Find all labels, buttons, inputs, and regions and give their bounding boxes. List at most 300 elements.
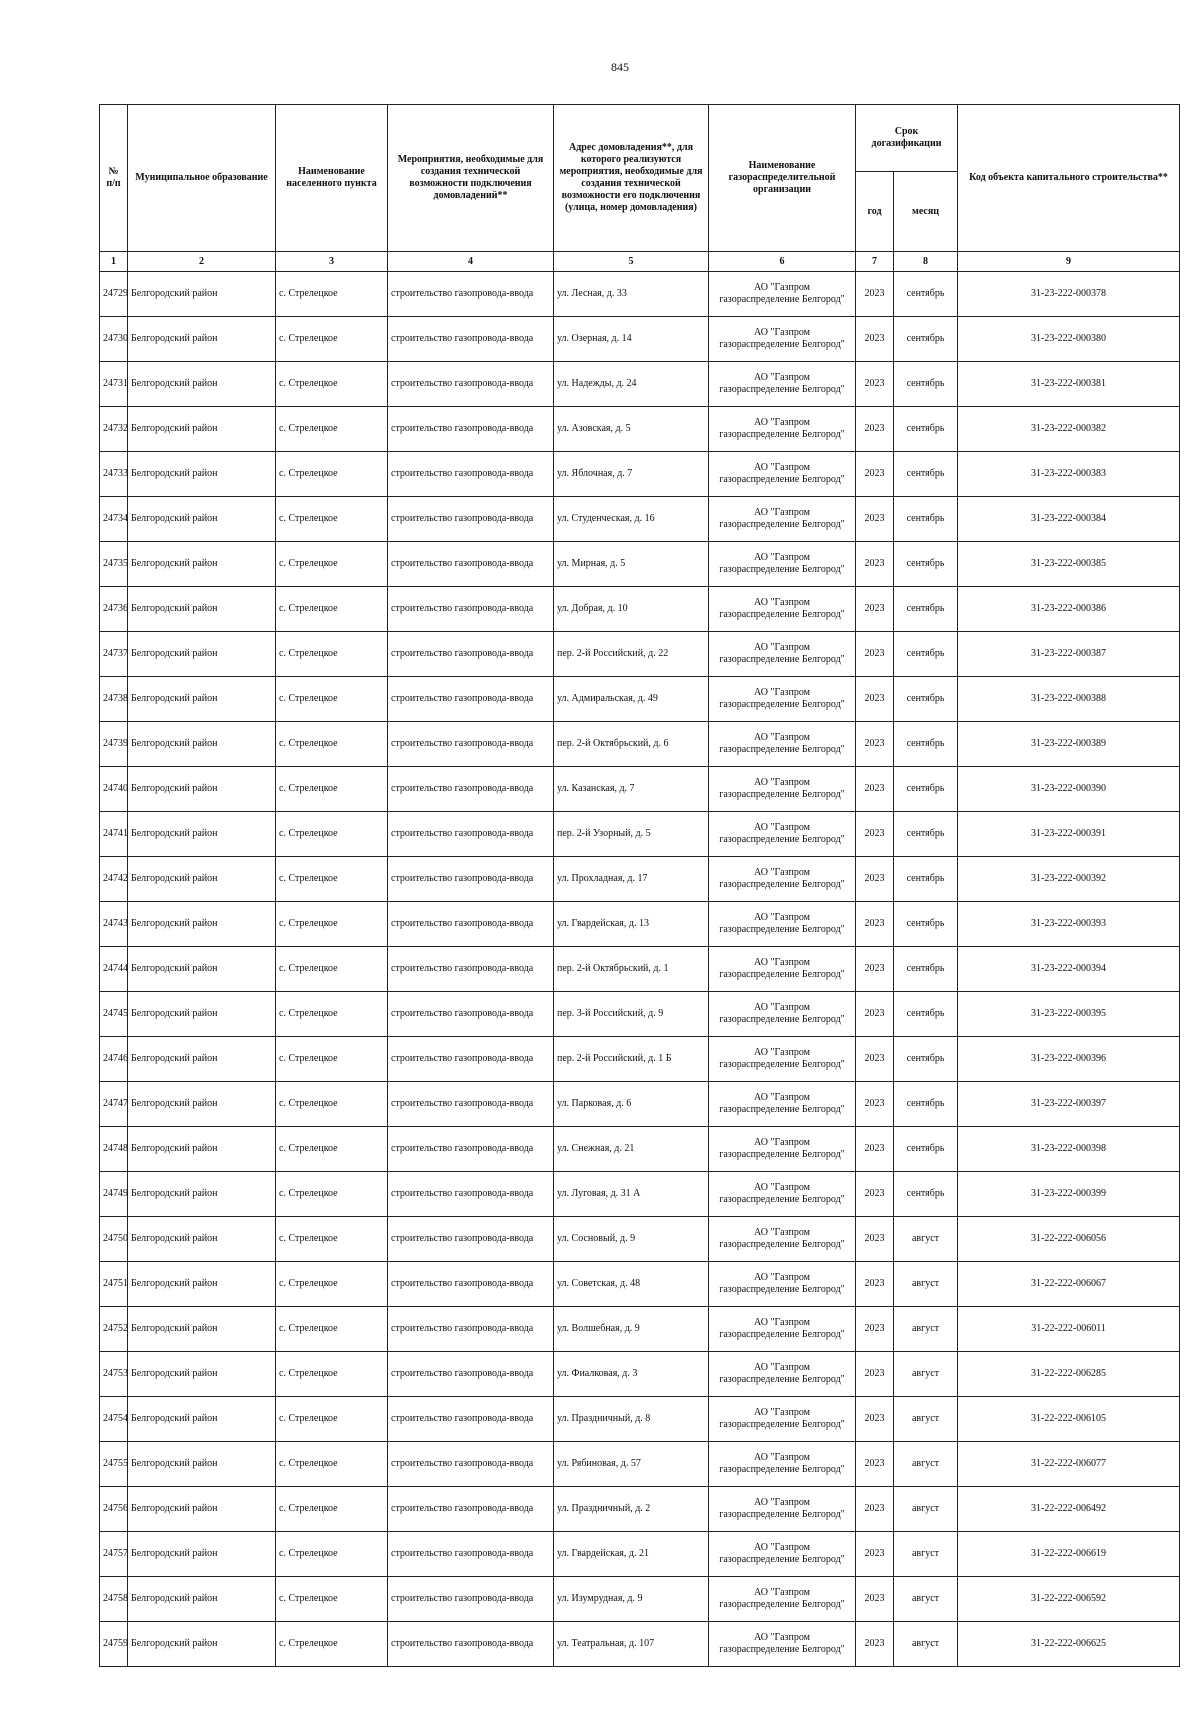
address-cell: ул. Праздничный, д. 8 bbox=[554, 1397, 709, 1442]
code-cell: 31-23-222-000382 bbox=[958, 407, 1180, 452]
org-cell bbox=[709, 1307, 856, 1352]
org-name-line: газораспределение Белгород" bbox=[719, 1284, 845, 1295]
measure-cell: строительство газопровода-ввода bbox=[388, 1307, 554, 1352]
measure-cell: строительство газопровода-ввода bbox=[388, 1397, 554, 1442]
org-name-line: газораспределение Белгород" bbox=[719, 339, 845, 350]
org-name-line: АО "Газпром bbox=[754, 1317, 810, 1328]
org-cell bbox=[709, 1082, 856, 1127]
month-cell: сентябрь bbox=[894, 1127, 958, 1172]
org-name-line: АО "Газпром bbox=[754, 597, 810, 608]
org-name-line: АО "Газпром bbox=[754, 327, 810, 338]
year-cell: 2023 bbox=[856, 677, 894, 722]
month-cell: сентябрь bbox=[894, 497, 958, 542]
year-cell: 2023 bbox=[856, 1487, 894, 1532]
municipality-cell: Белгородский район bbox=[128, 272, 276, 317]
municipality-cell: Белгородский район bbox=[128, 362, 276, 407]
settlement-cell: с. Стрелецкое bbox=[276, 542, 388, 587]
org-name-line: АО "Газпром bbox=[754, 1407, 810, 1418]
row-number: 24738 bbox=[100, 677, 128, 722]
measure-cell: строительство газопровода-ввода bbox=[388, 362, 554, 407]
table-row bbox=[100, 1082, 1180, 1127]
municipality-cell: Белгородский район bbox=[128, 497, 276, 542]
address-cell: ул. Лесная, д. 33 bbox=[554, 272, 709, 317]
code-cell: 31-23-222-000391 bbox=[958, 812, 1180, 857]
address-cell: ул. Сосновый, д. 9 bbox=[554, 1217, 709, 1262]
org-cell bbox=[709, 272, 856, 317]
address-cell: ул. Мирная, д. 5 bbox=[554, 542, 709, 587]
address-cell: ул. Парковая, д. 6 bbox=[554, 1082, 709, 1127]
settlement-cell: с. Стрелецкое bbox=[276, 1352, 388, 1397]
org-name-line: газораспределение Белгород" bbox=[719, 429, 845, 440]
municipality-cell: Белгородский район bbox=[128, 587, 276, 632]
org-cell bbox=[709, 812, 856, 857]
municipality-cell: Белгородский район bbox=[128, 902, 276, 947]
code-cell: 31-22-222-006625 bbox=[958, 1622, 1180, 1667]
org-cell bbox=[709, 722, 856, 767]
settlement-cell: с. Стрелецкое bbox=[276, 1622, 388, 1667]
code-cell: 31-23-222-000378 bbox=[958, 272, 1180, 317]
row-number: 24748 bbox=[100, 1127, 128, 1172]
code-cell: 31-23-222-000390 bbox=[958, 767, 1180, 812]
settlement-cell: с. Стрелецкое bbox=[276, 452, 388, 497]
org-name-line: АО "Газпром bbox=[754, 507, 810, 518]
org-name-line: АО "Газпром bbox=[754, 1182, 810, 1193]
code-cell: 31-23-222-000385 bbox=[958, 542, 1180, 587]
measure-cell: строительство газопровода-ввода bbox=[388, 677, 554, 722]
table-row bbox=[100, 497, 1180, 542]
table-row bbox=[100, 1307, 1180, 1352]
org-cell bbox=[709, 1127, 856, 1172]
address-cell: ул. Праздничный, д. 2 bbox=[554, 1487, 709, 1532]
month-cell: август bbox=[894, 1622, 958, 1667]
address-cell: ул. Адмиральская, д. 49 bbox=[554, 677, 709, 722]
address-cell: ул. Фиалковая, д. 3 bbox=[554, 1352, 709, 1397]
org-name-line: АО "Газпром bbox=[754, 1227, 810, 1238]
column-number: 5 bbox=[554, 252, 709, 272]
measure-cell: строительство газопровода-ввода bbox=[388, 407, 554, 452]
year-cell: 2023 bbox=[856, 812, 894, 857]
month-cell: сентябрь bbox=[894, 677, 958, 722]
code-cell: 31-22-222-006067 bbox=[958, 1262, 1180, 1307]
settlement-cell: с. Стрелецкое bbox=[276, 1172, 388, 1217]
municipality-cell: Белгородский район bbox=[128, 1082, 276, 1127]
address-cell: ул. Прохладная, д. 17 bbox=[554, 857, 709, 902]
code-cell: 31-23-222-000389 bbox=[958, 722, 1180, 767]
year-cell: 2023 bbox=[856, 1397, 894, 1442]
address-cell: пер. 3-й Российский, д. 9 bbox=[554, 992, 709, 1037]
measure-cell: строительство газопровода-ввода bbox=[388, 1532, 554, 1577]
settlement-cell: с. Стрелецкое bbox=[276, 1082, 388, 1127]
month-cell: сентябрь bbox=[894, 857, 958, 902]
settlement-cell: с. Стрелецкое bbox=[276, 767, 388, 812]
address-cell: ул. Изумрудная, д. 9 bbox=[554, 1577, 709, 1622]
address-cell: ул. Казанская, д. 7 bbox=[554, 767, 709, 812]
measure-cell: строительство газопровода-ввода bbox=[388, 1577, 554, 1622]
header-month: месяц bbox=[894, 172, 958, 252]
month-cell: сентябрь bbox=[894, 902, 958, 947]
page-number: 845 bbox=[611, 60, 629, 74]
header-row bbox=[100, 105, 1180, 172]
org-cell bbox=[709, 1487, 856, 1532]
header-term: Срок догазификации bbox=[856, 105, 958, 172]
settlement-cell: с. Стрелецкое bbox=[276, 1037, 388, 1082]
row-number: 24731 bbox=[100, 362, 128, 407]
year-cell: 2023 bbox=[856, 1577, 894, 1622]
settlement-cell: с. Стрелецкое bbox=[276, 497, 388, 542]
org-name-line: газораспределение Белгород" bbox=[719, 789, 845, 800]
settlement-cell: с. Стрелецкое bbox=[276, 272, 388, 317]
table-row bbox=[100, 632, 1180, 677]
year-cell: 2023 bbox=[856, 272, 894, 317]
row-number: 24732 bbox=[100, 407, 128, 452]
table-row bbox=[100, 1262, 1180, 1307]
row-number: 24755 bbox=[100, 1442, 128, 1487]
settlement-cell: с. Стрелецкое bbox=[276, 587, 388, 632]
month-cell: сентябрь bbox=[894, 632, 958, 677]
code-cell: 31-22-222-006619 bbox=[958, 1532, 1180, 1577]
row-number: 24753 bbox=[100, 1352, 128, 1397]
settlement-cell: с. Стрелецкое bbox=[276, 947, 388, 992]
municipality-cell: Белгородский район bbox=[128, 1307, 276, 1352]
code-cell: 31-23-222-000381 bbox=[958, 362, 1180, 407]
code-cell: 31-22-222-006011 bbox=[958, 1307, 1180, 1352]
org-name-line: АО "Газпром bbox=[754, 282, 810, 293]
address-cell: ул. Советская, д. 48 bbox=[554, 1262, 709, 1307]
org-name-line: АО "Газпром bbox=[754, 822, 810, 833]
org-name-line: газораспределение Белгород" bbox=[719, 294, 845, 305]
code-cell: 31-22-222-006105 bbox=[958, 1397, 1180, 1442]
month-cell: сентябрь bbox=[894, 992, 958, 1037]
measure-cell: строительство газопровода-ввода bbox=[388, 992, 554, 1037]
org-name-line: АО "Газпром bbox=[754, 1272, 810, 1283]
municipality-cell: Белгородский район bbox=[128, 1262, 276, 1307]
measure-cell: строительство газопровода-ввода bbox=[388, 542, 554, 587]
measure-cell: строительство газопровода-ввода bbox=[388, 272, 554, 317]
row-number: 24729 bbox=[100, 272, 128, 317]
org-name-line: газораспределение Белгород" bbox=[719, 924, 845, 935]
measure-cell: строительство газопровода-ввода bbox=[388, 947, 554, 992]
row-number: 24735 bbox=[100, 542, 128, 587]
municipality-cell: Белгородский район bbox=[128, 1037, 276, 1082]
table-row bbox=[100, 992, 1180, 1037]
org-name-line: газораспределение Белгород" bbox=[719, 1644, 845, 1655]
org-cell bbox=[709, 1532, 856, 1577]
code-cell: 31-23-222-000386 bbox=[958, 587, 1180, 632]
org-cell bbox=[709, 992, 856, 1037]
measure-cell: строительство газопровода-ввода bbox=[388, 452, 554, 497]
org-name-line: газораспределение Белгород" bbox=[719, 699, 845, 710]
table-row bbox=[100, 1442, 1180, 1487]
row-number: 24747 bbox=[100, 1082, 128, 1127]
month-cell: сентябрь bbox=[894, 362, 958, 407]
table-row bbox=[100, 1577, 1180, 1622]
municipality-cell: Белгородский район bbox=[128, 407, 276, 452]
org-name-line: газораспределение Белгород" bbox=[719, 744, 845, 755]
org-cell bbox=[709, 947, 856, 992]
settlement-cell: с. Стрелецкое bbox=[276, 317, 388, 362]
org-cell bbox=[709, 1262, 856, 1307]
org-name-line: АО "Газпром bbox=[754, 1542, 810, 1553]
column-number: 2 bbox=[128, 252, 276, 272]
org-name-line: АО "Газпром bbox=[754, 777, 810, 788]
measure-cell: строительство газопровода-ввода bbox=[388, 1082, 554, 1127]
measure-cell: строительство газопровода-ввода bbox=[388, 317, 554, 362]
year-cell: 2023 bbox=[856, 1532, 894, 1577]
header-year: год bbox=[856, 172, 894, 252]
column-number: 1 bbox=[100, 252, 128, 272]
year-cell: 2023 bbox=[856, 497, 894, 542]
org-name-line: АО "Газпром bbox=[754, 372, 810, 383]
org-name-line: АО "Газпром bbox=[754, 1632, 810, 1643]
month-cell: сентябрь bbox=[894, 452, 958, 497]
month-cell: сентябрь bbox=[894, 722, 958, 767]
column-number: 4 bbox=[388, 252, 554, 272]
org-name-line: газораспределение Белгород" bbox=[719, 474, 845, 485]
code-cell: 31-22-222-006492 bbox=[958, 1487, 1180, 1532]
measure-cell: строительство газопровода-ввода bbox=[388, 812, 554, 857]
year-cell: 2023 bbox=[856, 1442, 894, 1487]
org-name-line: АО "Газпром bbox=[754, 687, 810, 698]
org-name-line: газораспределение Белгород" bbox=[719, 834, 845, 845]
settlement-cell: с. Стрелецкое bbox=[276, 812, 388, 857]
org-cell bbox=[709, 1172, 856, 1217]
row-number: 24736 bbox=[100, 587, 128, 632]
address-cell: пер. 2-й Российский, д. 1 Б bbox=[554, 1037, 709, 1082]
address-cell: ул. Озерная, д. 14 bbox=[554, 317, 709, 362]
org-name-line: АО "Газпром bbox=[754, 552, 810, 563]
org-cell bbox=[709, 902, 856, 947]
year-cell: 2023 bbox=[856, 1622, 894, 1667]
org-cell bbox=[709, 452, 856, 497]
settlement-cell: с. Стрелецкое bbox=[276, 407, 388, 452]
year-cell: 2023 bbox=[856, 362, 894, 407]
year-cell: 2023 bbox=[856, 722, 894, 767]
year-cell: 2023 bbox=[856, 587, 894, 632]
org-cell bbox=[709, 1622, 856, 1667]
table-row bbox=[100, 317, 1180, 362]
year-cell: 2023 bbox=[856, 767, 894, 812]
org-cell bbox=[709, 542, 856, 587]
org-name-line: АО "Газпром bbox=[754, 1047, 810, 1058]
table-row bbox=[100, 272, 1180, 317]
table-row bbox=[100, 1352, 1180, 1397]
address-cell: ул. Гвардейская, д. 21 bbox=[554, 1532, 709, 1577]
measure-cell: строительство газопровода-ввода bbox=[388, 1172, 554, 1217]
code-cell: 31-23-222-000399 bbox=[958, 1172, 1180, 1217]
org-name-line: АО "Газпром bbox=[754, 1587, 810, 1598]
org-cell bbox=[709, 587, 856, 632]
row-number: 24734 bbox=[100, 497, 128, 542]
column-number: 6 bbox=[709, 252, 856, 272]
year-cell: 2023 bbox=[856, 857, 894, 902]
row-number: 24750 bbox=[100, 1217, 128, 1262]
year-cell: 2023 bbox=[856, 1262, 894, 1307]
code-cell: 31-22-222-006285 bbox=[958, 1352, 1180, 1397]
code-cell: 31-23-222-000395 bbox=[958, 992, 1180, 1037]
org-name-line: АО "Газпром bbox=[754, 912, 810, 923]
measure-cell: строительство газопровода-ввода bbox=[388, 857, 554, 902]
year-cell: 2023 bbox=[856, 1217, 894, 1262]
table-body bbox=[100, 272, 1180, 1667]
municipality-cell: Белгородский район bbox=[128, 947, 276, 992]
org-name-line: газораспределение Белгород" bbox=[719, 1374, 845, 1385]
org-cell bbox=[709, 1352, 856, 1397]
org-name-line: газораспределение Белгород" bbox=[719, 1509, 845, 1520]
settlement-cell: с. Стрелецкое bbox=[276, 857, 388, 902]
table-row bbox=[100, 1127, 1180, 1172]
municipality-cell: Белгородский район bbox=[128, 1397, 276, 1442]
month-cell: сентябрь bbox=[894, 587, 958, 632]
year-cell: 2023 bbox=[856, 1307, 894, 1352]
measure-cell: строительство газопровода-ввода bbox=[388, 767, 554, 812]
year-cell: 2023 bbox=[856, 1037, 894, 1082]
settlement-cell: с. Стрелецкое bbox=[276, 1532, 388, 1577]
header-settlement: Наименование населенного пункта bbox=[276, 105, 388, 252]
row-number: 24751 bbox=[100, 1262, 128, 1307]
table-row bbox=[100, 1217, 1180, 1262]
address-cell: ул. Театральная, д. 107 bbox=[554, 1622, 709, 1667]
row-number: 24743 bbox=[100, 902, 128, 947]
code-cell: 31-23-222-000394 bbox=[958, 947, 1180, 992]
org-name-line: газораспределение Белгород" bbox=[719, 519, 845, 530]
row-number: 24737 bbox=[100, 632, 128, 677]
row-number: 24749 bbox=[100, 1172, 128, 1217]
row-number: 24752 bbox=[100, 1307, 128, 1352]
year-cell: 2023 bbox=[856, 1352, 894, 1397]
org-name-line: газораспределение Белгород" bbox=[719, 1239, 845, 1250]
address-cell: пер. 2-й Российский, д. 22 bbox=[554, 632, 709, 677]
row-number: 24733 bbox=[100, 452, 128, 497]
settlement-cell: с. Стрелецкое bbox=[276, 1487, 388, 1532]
municipality-cell: Белгородский район bbox=[128, 1577, 276, 1622]
org-cell bbox=[709, 407, 856, 452]
settlement-cell: с. Стрелецкое bbox=[276, 722, 388, 767]
table-row bbox=[100, 722, 1180, 767]
org-name-line: АО "Газпром bbox=[754, 1362, 810, 1373]
address-cell: ул. Добрая, д. 10 bbox=[554, 587, 709, 632]
year-cell: 2023 bbox=[856, 1172, 894, 1217]
month-cell: сентябрь bbox=[894, 272, 958, 317]
row-number: 24756 bbox=[100, 1487, 128, 1532]
header-code: Код объекта капитального строительства** bbox=[958, 105, 1180, 252]
municipality-cell: Белгородский район bbox=[128, 1487, 276, 1532]
org-cell bbox=[709, 1397, 856, 1442]
code-cell: 31-23-222-000380 bbox=[958, 317, 1180, 362]
code-cell: 31-23-222-000388 bbox=[958, 677, 1180, 722]
municipality-cell: Белгородский район bbox=[128, 1352, 276, 1397]
org-cell bbox=[709, 1442, 856, 1487]
year-cell: 2023 bbox=[856, 902, 894, 947]
org-cell bbox=[709, 767, 856, 812]
month-cell: сентябрь bbox=[894, 1172, 958, 1217]
table-row bbox=[100, 812, 1180, 857]
org-cell bbox=[709, 857, 856, 902]
measure-cell: строительство газопровода-ввода bbox=[388, 1217, 554, 1262]
month-cell: август bbox=[894, 1532, 958, 1577]
municipality-cell: Белгородский район bbox=[128, 632, 276, 677]
month-cell: сентябрь bbox=[894, 1037, 958, 1082]
municipality-cell: Белгородский район bbox=[128, 1622, 276, 1667]
row-number: 24759 bbox=[100, 1622, 128, 1667]
municipality-cell: Белгородский район bbox=[128, 1442, 276, 1487]
year-cell: 2023 bbox=[856, 992, 894, 1037]
measure-cell: строительство газопровода-ввода bbox=[388, 1037, 554, 1082]
month-cell: август bbox=[894, 1442, 958, 1487]
org-cell bbox=[709, 317, 856, 362]
code-cell: 31-23-222-000398 bbox=[958, 1127, 1180, 1172]
municipality-cell: Белгородский район bbox=[128, 767, 276, 812]
settlement-cell: с. Стрелецкое bbox=[276, 362, 388, 407]
month-cell: сентябрь bbox=[894, 767, 958, 812]
row-number: 24742 bbox=[100, 857, 128, 902]
table-row bbox=[100, 1622, 1180, 1667]
org-cell bbox=[709, 677, 856, 722]
municipality-cell: Белгородский район bbox=[128, 677, 276, 722]
code-cell: 31-23-222-000384 bbox=[958, 497, 1180, 542]
municipality-cell: Белгородский район bbox=[128, 1217, 276, 1262]
month-cell: сентябрь bbox=[894, 812, 958, 857]
org-name-line: газораспределение Белгород" bbox=[719, 1464, 845, 1475]
month-cell: август bbox=[894, 1307, 958, 1352]
row-number: 24757 bbox=[100, 1532, 128, 1577]
address-cell: ул. Снежная, д. 21 bbox=[554, 1127, 709, 1172]
year-cell: 2023 bbox=[856, 452, 894, 497]
table-row bbox=[100, 677, 1180, 722]
municipality-cell: Белгородский район bbox=[128, 317, 276, 362]
table-row bbox=[100, 902, 1180, 947]
table-row bbox=[100, 542, 1180, 587]
header-municipality: Муниципальное образование bbox=[128, 105, 276, 252]
org-cell bbox=[709, 362, 856, 407]
settlement-cell: с. Стрелецкое bbox=[276, 1217, 388, 1262]
column-number: 7 bbox=[856, 252, 894, 272]
month-cell: сентябрь bbox=[894, 947, 958, 992]
settlement-cell: с. Стрелецкое bbox=[276, 632, 388, 677]
municipality-cell: Белгородский район bbox=[128, 1532, 276, 1577]
municipality-cell: Белгородский район bbox=[128, 542, 276, 587]
code-cell: 31-23-222-000392 bbox=[958, 857, 1180, 902]
settlement-cell: с. Стрелецкое bbox=[276, 902, 388, 947]
org-name-line: АО "Газпром bbox=[754, 957, 810, 968]
settlement-cell: с. Стрелецкое bbox=[276, 1307, 388, 1352]
address-cell: ул. Надежды, д. 24 bbox=[554, 362, 709, 407]
org-name-line: газораспределение Белгород" bbox=[719, 564, 845, 575]
month-cell: август bbox=[894, 1487, 958, 1532]
code-cell: 31-22-222-006592 bbox=[958, 1577, 1180, 1622]
row-number: 24746 bbox=[100, 1037, 128, 1082]
settlement-cell: с. Стрелецкое bbox=[276, 677, 388, 722]
month-cell: сентябрь bbox=[894, 542, 958, 587]
row-number: 24754 bbox=[100, 1397, 128, 1442]
measure-cell: строительство газопровода-ввода bbox=[388, 722, 554, 767]
address-cell: пер. 2-й Узорный, д. 5 bbox=[554, 812, 709, 857]
year-cell: 2023 bbox=[856, 632, 894, 677]
row-number: 24758 bbox=[100, 1577, 128, 1622]
header-org: Наименование газораспределительной организации bbox=[709, 105, 856, 252]
address-cell: ул. Волшебная, д. 9 bbox=[554, 1307, 709, 1352]
org-name-line: АО "Газпром bbox=[754, 867, 810, 878]
code-cell: 31-22-222-006077 bbox=[958, 1442, 1180, 1487]
measure-cell: строительство газопровода-ввода bbox=[388, 497, 554, 542]
address-cell: ул. Гвардейская, д. 13 bbox=[554, 902, 709, 947]
table-row bbox=[100, 1037, 1180, 1082]
row-number: 24739 bbox=[100, 722, 128, 767]
org-cell bbox=[709, 1217, 856, 1262]
month-cell: август bbox=[894, 1577, 958, 1622]
municipality-cell: Белгородский район bbox=[128, 1127, 276, 1172]
settlement-cell: с. Стрелецкое bbox=[276, 1442, 388, 1487]
settlement-cell: с. Стрелецкое bbox=[276, 1262, 388, 1307]
